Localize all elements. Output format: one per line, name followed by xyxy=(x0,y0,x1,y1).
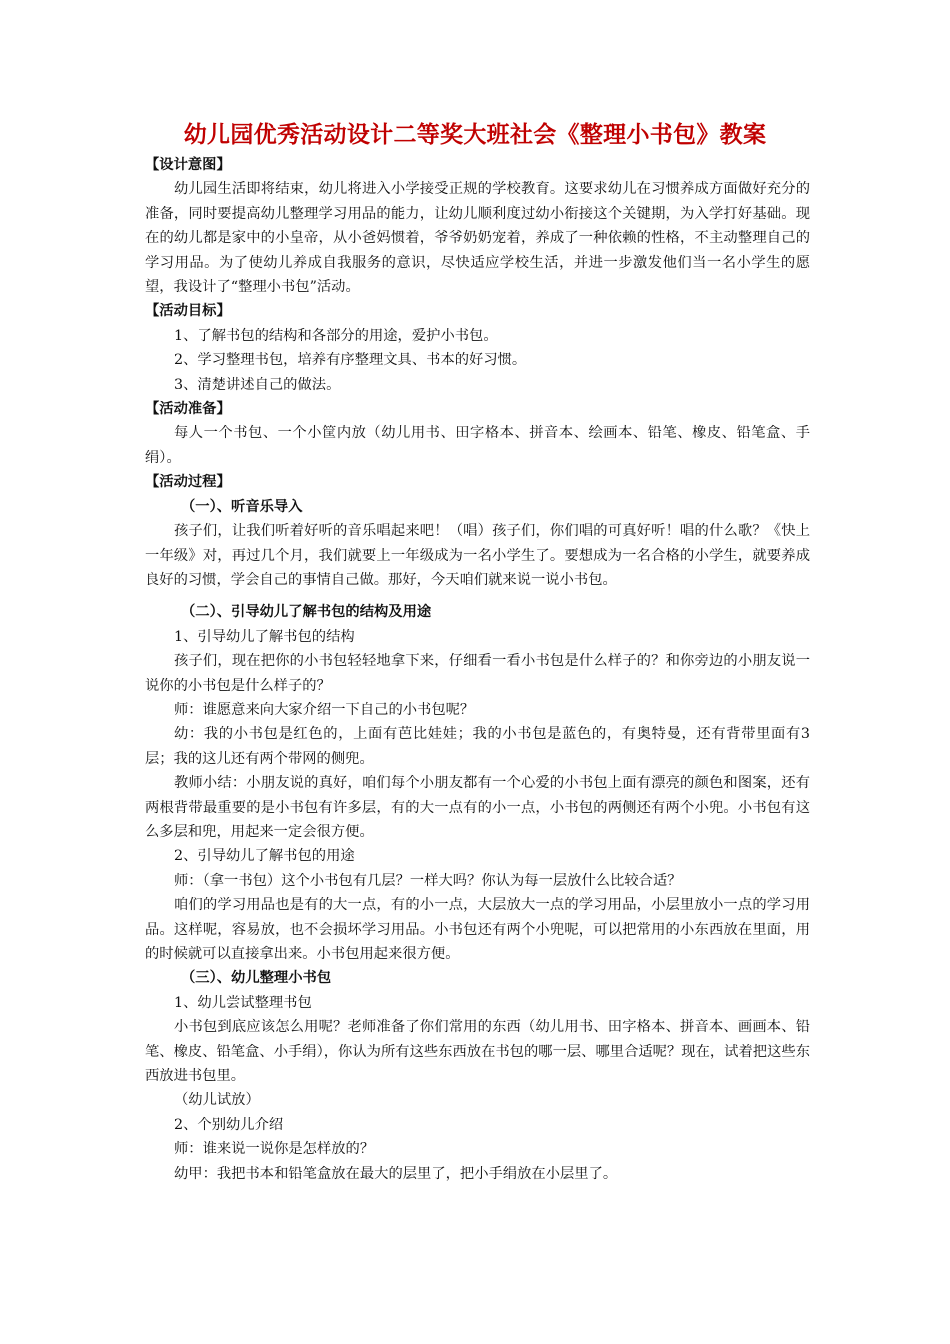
paragraph: 咱们的学习用品也是有的大一点，有的小一点，大层放大一点的学习用品，小层里放小一点的学习用品。这样呢，容易放，也不会损坏学习用品。小书包还有两个小兜呢，可以把常用的小东西放在里面，用的时候就可以直接拿出来。小书包用起来很方便。 xyxy=(145,897,810,962)
paragraph: 师：谁愿意来向大家介绍一下自己的小书包呢？ xyxy=(174,701,475,718)
paragraph: （幼儿试放） xyxy=(174,1092,260,1109)
paragraph: 师：（拿一书包）这个小书包有几层？一样大吗？你认为每一层放什么比较合适？ xyxy=(174,872,682,889)
section-heading-process: 【活动过程】 xyxy=(145,474,231,491)
paragraph: 孩子们，让我们听着好听的音乐唱起来吧！（唱）孩子们，你们唱的可真好听！唱的什么歌？《快上一年级》对，再过几个月，我们就要上一年级成为一名小学生了。要想成为一名合格的小学生，就要养成良好的习惯，学会自己的事情自己做。那好，今天咱们就来说一说小书包。 xyxy=(145,523,810,588)
step-label: 1、幼儿尝试整理书包 xyxy=(174,994,312,1011)
step-label: 2、引导幼儿了解书包的用途 xyxy=(174,848,355,865)
paragraph: 幼甲：我把书本和铅笔盒放在最大的层里了，把小手绢放在小层里了。 xyxy=(174,1165,618,1182)
paragraph: 幼儿园生活即将结束，幼儿将进入小学接受正规的学校教育。这要求幼儿在习惯养成方面做好充分的准备，同时要提高幼儿整理学习用品的能力，让幼儿顺利度过幼小衔接这个关键期，为入学打好基础。现在的幼儿都是家中的小皇帝，从小爸妈惯着，爷爷奶奶宠着，养成了一种依赖的性格，不主动整理自己的学习用品。为了使幼儿养成自我服务的意识，尽快适应学校生活，并进一步激发他们当一名小学生的愿望，我设计了“整理小书包”活动。 xyxy=(145,181,810,296)
paragraph: 幼：我的小书包是红色的，上面有芭比娃娃；我的小书包是蓝色的，有奥特曼，还有背带里面有3层；我的这儿还有两个带网的侧兜。 xyxy=(145,726,810,767)
subsection-title: （三）、幼儿整理小书包 xyxy=(181,970,332,987)
step-label: 1、引导幼儿了解书包的结构 xyxy=(174,628,355,645)
subsection-title: （一）、听音乐导入 xyxy=(181,498,303,515)
paragraph: 师：谁来说一说你是怎样放的？ xyxy=(174,1141,375,1158)
paragraph: 教师小结：小朋友说的真好，咱们每个小朋友都有一个心爱的小书包上面有漂亮的颜色和图案，还有两根背带最重要的是小书包有许多层，有的大一点有的小一点，小书包的两侧还有两个小兜。小书包有这么多层和兜，用起来一定会很方便。 xyxy=(145,775,810,840)
section-heading-design: 【设计意图】 xyxy=(145,157,231,173)
goal-item: 2、学习整理书包，培养有序整理文具、书本的好习惯。 xyxy=(174,352,527,369)
document-title: 幼儿园优秀活动设计二等奖大班社会《整理小书包》教案 xyxy=(183,122,767,148)
paragraph: 小书包到底应该怎么用呢？老师准备了你们常用的东西（幼儿用书、田字格本、拼音本、画画本、铅笔、橡皮、铅笔盒、小手绢），你认为所有这些东西放在书包的哪一层、哪里合适呢？现在，试着把这些东西放进书包里。 xyxy=(145,1019,810,1085)
section-heading-prep: 【活动准备】 xyxy=(145,401,231,418)
paragraph: 孩子们，现在把你的小书包轻轻地拿下来，仔细看一看小书包是什么样子的？和你旁边的小朋友说一说你的小书包是什么样子的？ xyxy=(145,653,810,694)
step-label: 2、个别幼儿介绍 xyxy=(174,1116,284,1133)
document-body xyxy=(145,153,810,1186)
paragraph: 每人一个书包、一个小筐内放（幼儿用书、田字格本、拼音本、绘画本、铅笔、橡皮、铅笔盒、手绢）。 xyxy=(145,425,810,466)
goal-item: 1、了解书包的结构和各部分的用途，爱护小书包。 xyxy=(174,327,498,344)
goal-item: 3、清楚讲述自己的做法。 xyxy=(174,376,341,393)
section-heading-goals: 【活动目标】 xyxy=(145,303,231,320)
subsection-title: （二）、引导幼儿了解书包的结构及用途 xyxy=(181,604,432,621)
